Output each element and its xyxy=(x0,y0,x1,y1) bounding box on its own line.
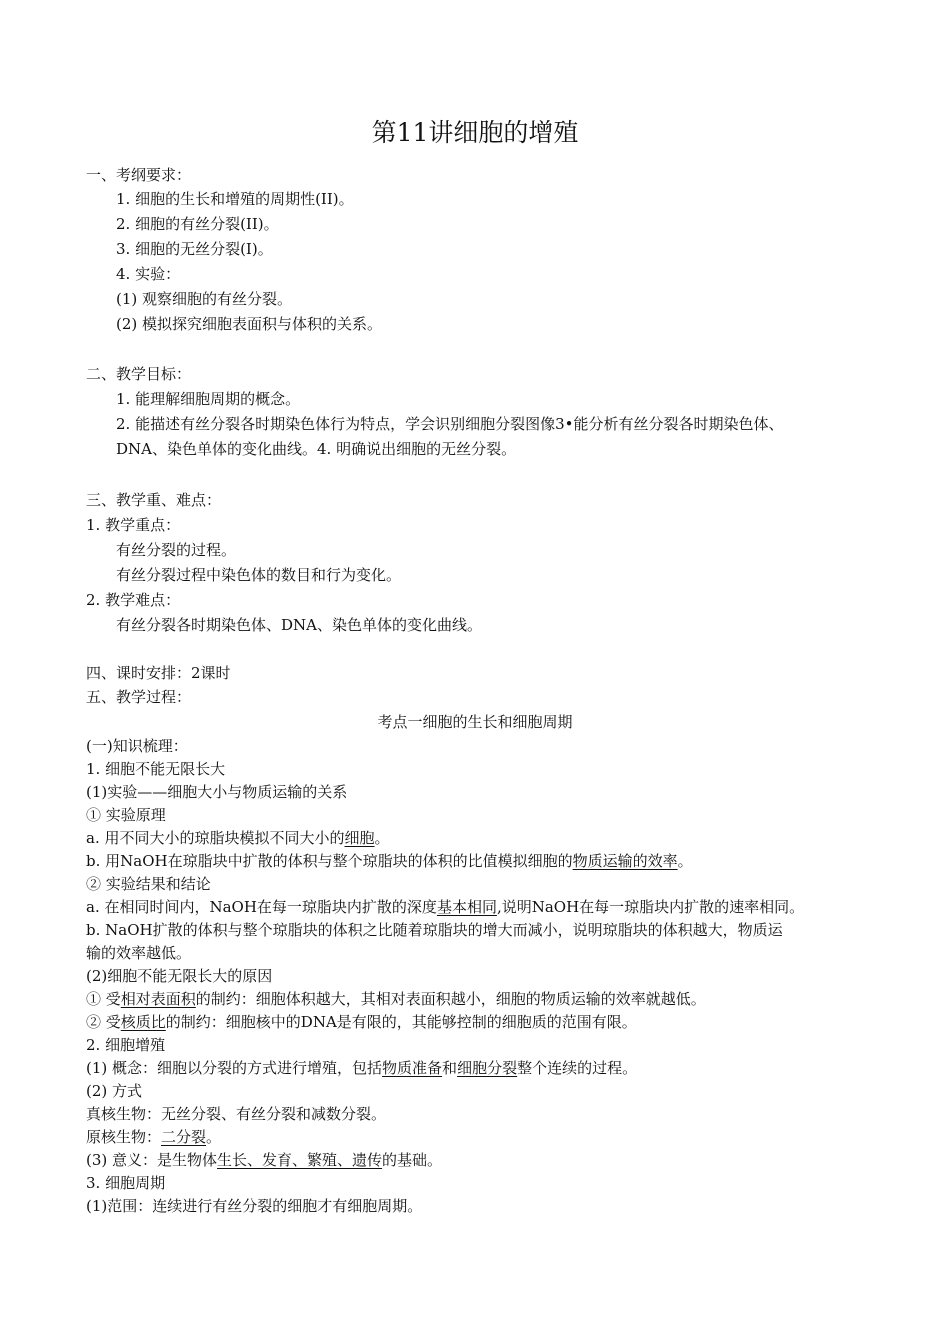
topic-heading: 考点一细胞的生长和细胞周期 xyxy=(377,713,573,731)
section-heading-schedule: 四、课时安排：2课时 xyxy=(86,664,231,682)
body-line: 输的效率越低。 xyxy=(86,944,192,962)
underlined-term: 生长、发育、繁殖、遗传 xyxy=(217,1151,383,1169)
section-heading-keypoints: 三、教学重、难点： xyxy=(86,491,222,509)
body-line: (一)知识梳理： xyxy=(86,737,188,755)
section-heading-process: 五、教学过程： xyxy=(86,688,192,706)
body-line: (1)实验——细胞大小与物质运输的关系 xyxy=(86,783,348,801)
syllabus-item: (2) 模拟探究细胞表面积与体积的关系。 xyxy=(116,315,383,333)
body-line: a. 在相同时间内，NaOH在每一琼脂块内扩散的深度基本相同,说明NaOH在每一琼脂块内扩散的速率相同。 xyxy=(86,898,805,916)
body-line: 1. 细胞不能无限长大 xyxy=(86,760,226,778)
body-line: (1)范围：连续进行有丝分裂的细胞才有细胞周期。 xyxy=(86,1197,423,1215)
syllabus-item: (1) 观察细胞的有丝分裂。 xyxy=(116,290,293,308)
goal-item: 2. 能描述有丝分裂各时期染色体行为特点，学会识别细胞分裂图像3•能分析有丝分裂各时期染色体、 xyxy=(116,415,784,433)
underlined-term: 物质准备 xyxy=(382,1059,443,1077)
body-line: 3. 细胞周期 xyxy=(86,1174,166,1192)
key-item: 有丝分裂过程中染色体的数目和行为变化。 xyxy=(116,566,402,584)
syllabus-item: 3. 细胞的无丝分裂(I)。 xyxy=(116,240,273,258)
section-heading-syllabus: 一、考纲要求： xyxy=(86,166,192,184)
body-line: b. NaOH扩散的体积与整个琼脂块的体积之比随着琼脂块的增大而减小，说明琼脂块的体积越大，物质运 xyxy=(86,921,783,939)
underlined-term: 细胞分裂 xyxy=(457,1059,518,1077)
goal-item: 1. 能理解细胞周期的概念。 xyxy=(116,390,301,408)
body-line: (1) 概念：细胞以分裂的方式进行增殖，包括物质准备和细胞分裂整个连续的过程。 xyxy=(86,1059,638,1077)
difficulty-label: 2. 教学难点： xyxy=(86,591,181,609)
underlined-term: 基本相同 xyxy=(436,898,497,916)
section-heading-goals: 二、教学目标： xyxy=(86,365,192,383)
underlined-term: 核质比 xyxy=(120,1013,166,1031)
underlined-term: 细胞 xyxy=(344,829,375,847)
syllabus-item: 4. 实验： xyxy=(116,265,181,283)
body-line: b. 用NaOH在琼脂块中扩散的体积与整个琼脂块的体积的比值模拟细胞的物质运输的效率。 xyxy=(86,852,693,870)
body-line: (2) 方式 xyxy=(86,1082,143,1100)
key-item: 有丝分裂的过程。 xyxy=(116,541,237,559)
body-line: ② 实验结果和结论 xyxy=(86,875,211,893)
body-line: a. 用不同大小的琼脂块模拟不同大小的细胞。 xyxy=(86,829,390,847)
syllabus-item: 1. 细胞的生长和增殖的周期性(II)。 xyxy=(116,190,354,208)
body-line: (3) 意义：是生物体生长、发育、繁殖、遗传的基础。 xyxy=(86,1151,443,1169)
body-line: ① 受相对表面积的制约：细胞体积越大，其相对表面积越小，细胞的物质运输的效率就越低。 xyxy=(86,990,706,1008)
underlined-term: 相对表面积 xyxy=(120,990,196,1008)
body-line: ① 实验原理 xyxy=(86,806,166,824)
body-line: 2. 细胞增殖 xyxy=(86,1036,166,1054)
body-line: 真核生物：无丝分裂、有丝分裂和减数分裂。 xyxy=(86,1105,387,1123)
underlined-term: 二分裂 xyxy=(161,1128,207,1146)
difficulty-item: 有丝分裂各时期染色体、DNA、染色单体的变化曲线。 xyxy=(116,616,482,634)
page-title: 第11讲细胞的增殖 xyxy=(371,118,579,147)
body-line: (2)细胞不能无限长大的原因 xyxy=(86,967,273,985)
underlined-term: 物质运输的效率 xyxy=(572,852,678,870)
key-label: 1. 教学重点： xyxy=(86,516,181,534)
goal-item: DNA、染色单体的变化曲线。4. 明确说出细胞的无丝分裂。 xyxy=(116,440,517,458)
body-line: 原核生物：二分裂。 xyxy=(86,1128,222,1146)
syllabus-item: 2. 细胞的有丝分裂(II)。 xyxy=(116,215,279,233)
body-line: ② 受核质比的制约：细胞核中的DNA是有限的，其能够控制的细胞质的范围有限。 xyxy=(86,1013,637,1031)
